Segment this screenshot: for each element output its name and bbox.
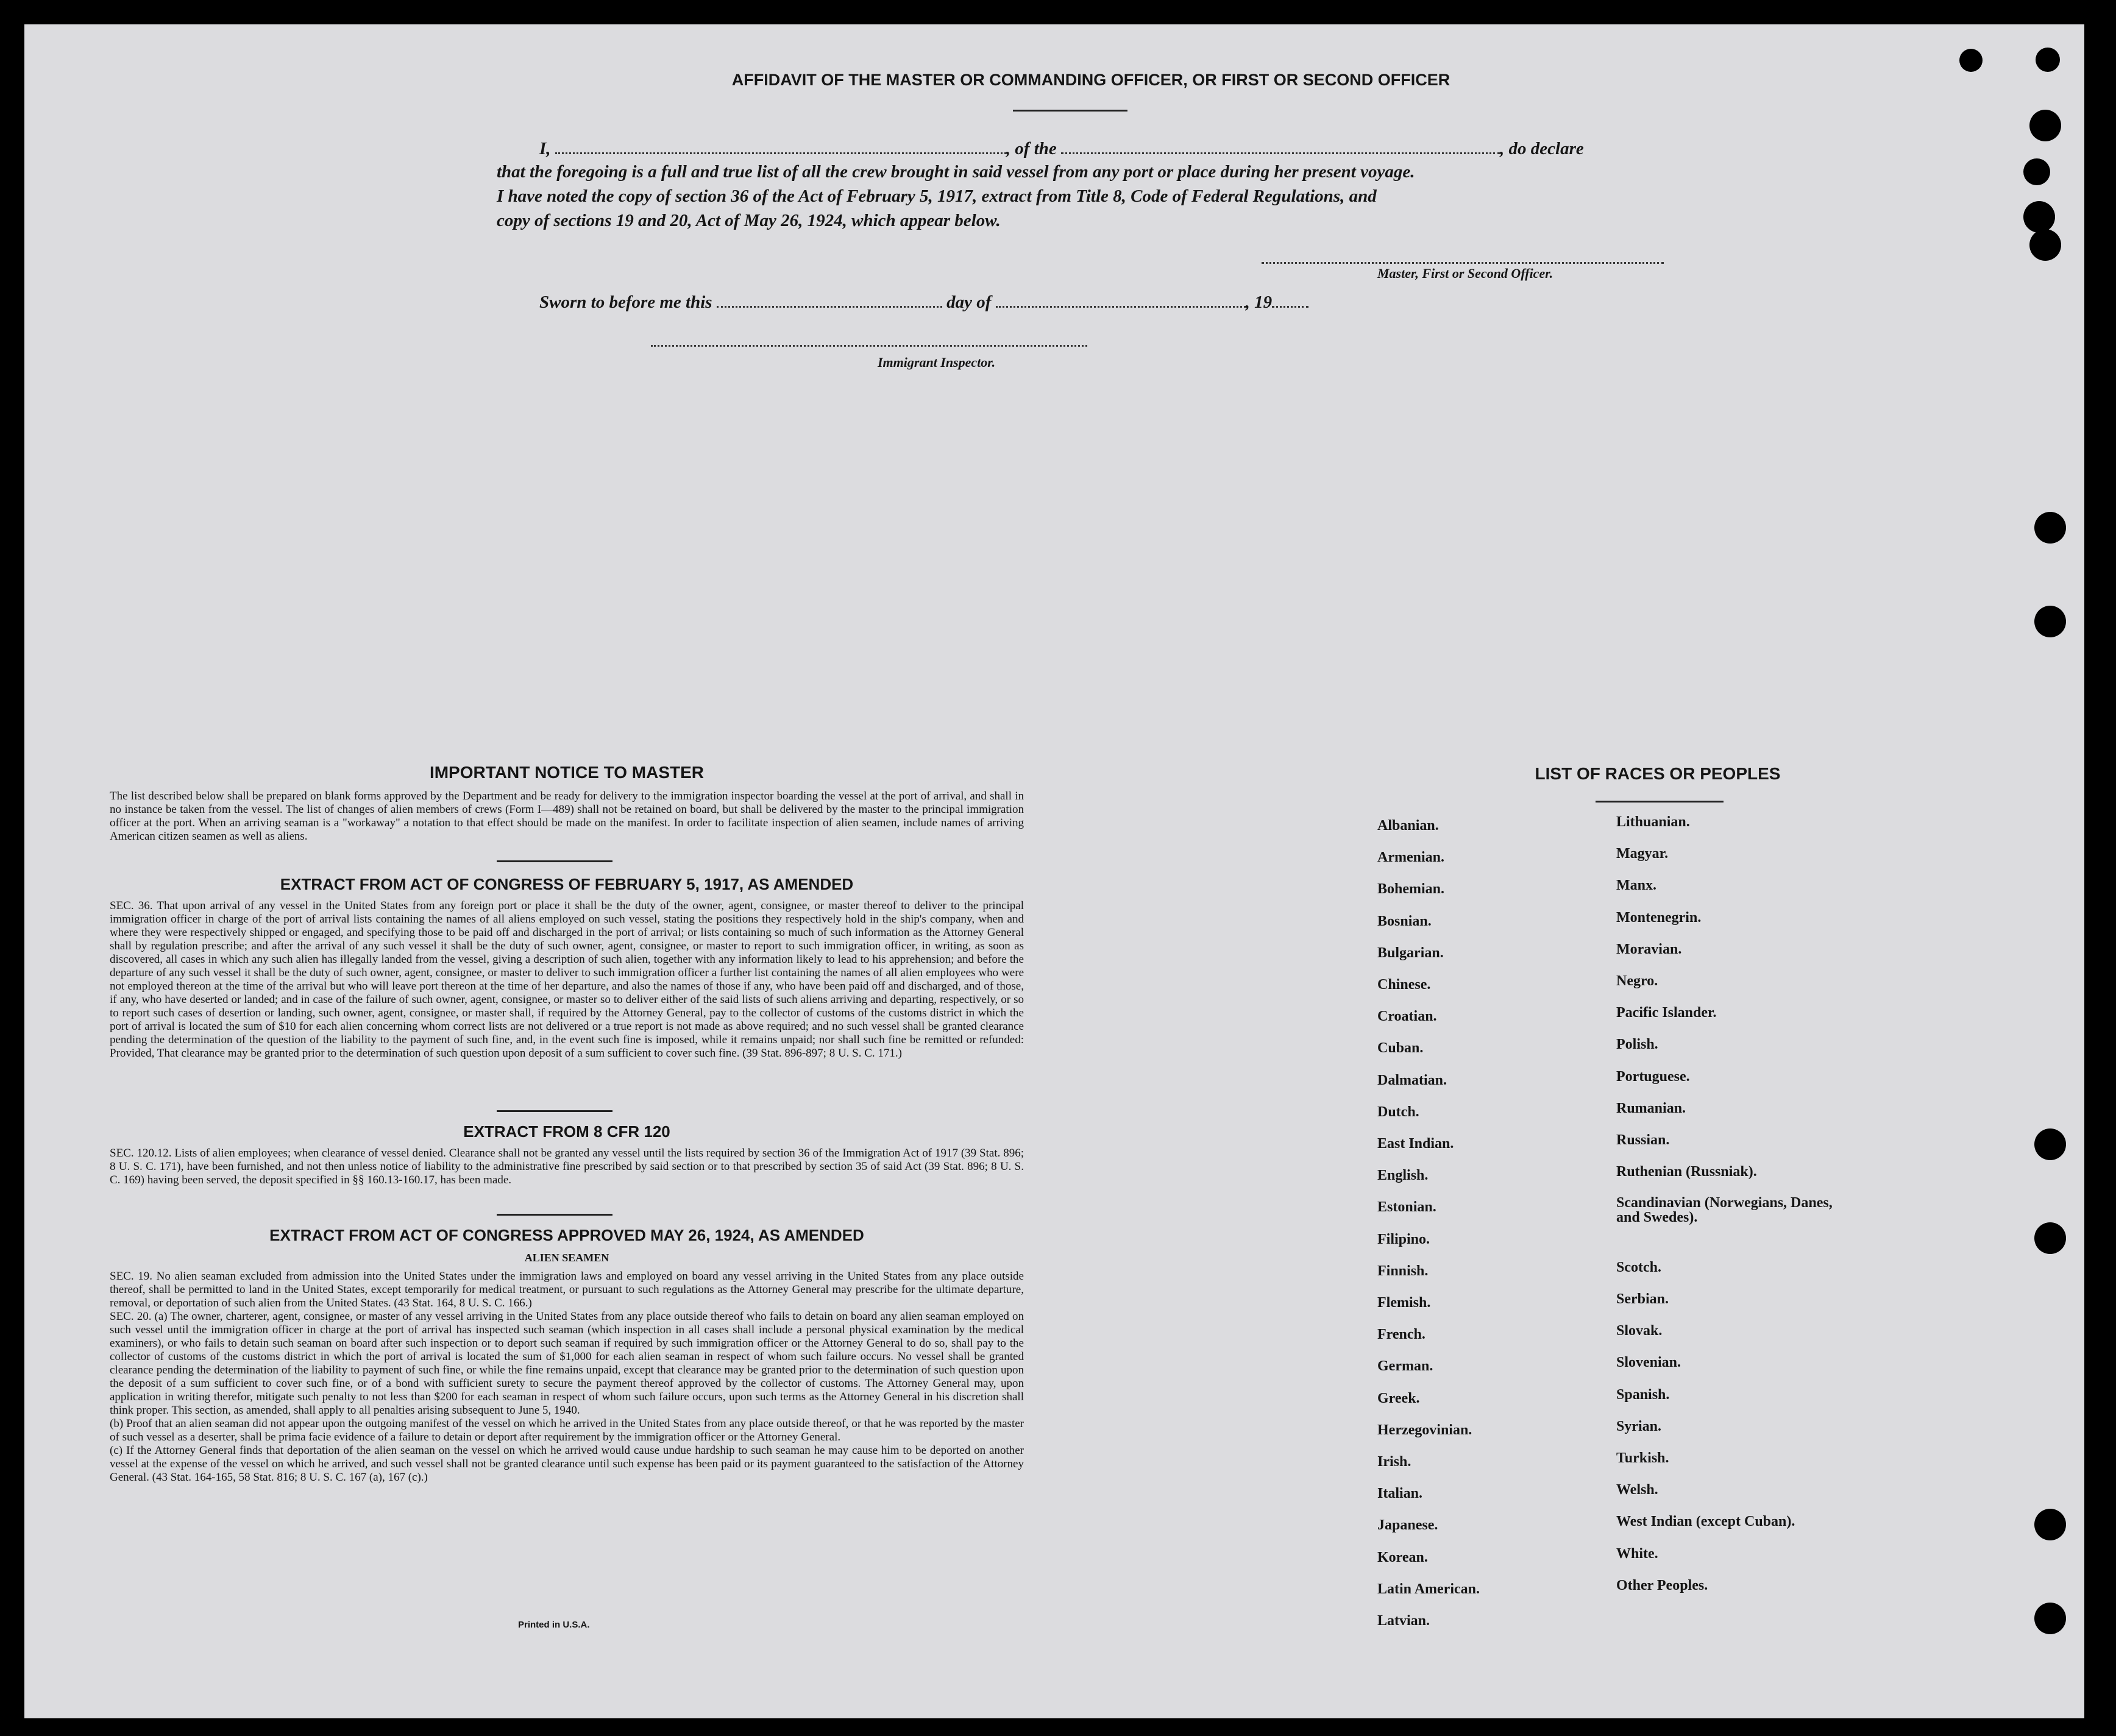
race-item: Latvian. [1377,1613,1430,1629]
race-item: Korean. [1377,1549,1428,1565]
punch-hole [2029,110,2061,141]
race-item: Herzegovinian. [1377,1422,1472,1438]
race-item: Chinese. [1377,977,1431,993]
race-item: Moravian. [1616,941,1682,957]
race-item: Other Peoples. [1616,1577,1708,1593]
extract-1917-title: EXTRACT FROM ACT OF CONGRESS OF FEBRUARY 5, 1917, AS AMENDED [280,875,854,893]
race-item: Flemish. [1377,1295,1431,1311]
affidavit-title: AFFIDAVIT OF THE MASTER OR COMMANDING OFFICER, OR FIRST OR SECOND OFFICER [731,71,1450,89]
form-page [24,24,2084,1718]
race-item: White. [1616,1545,1658,1562]
race-item: Scotch. [1616,1259,1661,1275]
punch-hole [2023,158,2050,185]
section-rule [497,860,612,862]
race-item: Spanish. [1616,1386,1670,1403]
extract-1924-title: EXTRACT FROM ACT OF CONGRESS APPROVED MAY 26, 1924, AS AMENDED [269,1226,864,1244]
race-item: Slovak. [1616,1323,1663,1339]
declarant-name-field[interactable] [555,138,1006,154]
notice-body: The list described below shall be prepared on blank forms approved by the Department and be ready for delivery to the immigration inspector boarding the vessel at the port of arrival, and shall in no instance be taken from the vessel. The list of changes of alien members of crews (Form I—489) shall not be retained on board, but shall be delivered by the master to the principal immigration officer at the port. When an arriving seaman is a "workaway" a notation to that effect should be made on the manifest. In order to facilitate inspection of alien seamen, include names of arriving American citizen seamen as well as aliens. [110,790,1024,843]
affidavit-line1 [539,138,1679,159]
punch-hole [2034,1128,2066,1160]
races-rule [1596,801,1724,802]
race-item: Dalmatian. [1377,1072,1447,1088]
race-item: Filipino. [1377,1231,1430,1247]
race-item: Negro. [1616,973,1658,989]
punch-hole [2034,1222,2066,1254]
punch-hole [2029,229,2061,261]
race-item: Finnish. [1377,1263,1429,1279]
punch-hole [2034,512,2066,544]
inspector-caption: Immigrant Inspector. [878,355,996,370]
section-rule [497,1110,612,1112]
sec20b-text: (b) Proof that an alien seaman did not appear upon the outgoing manifest of the vessel on which he arrived in the United States from any place outside thereof, or that he was reported by the master of such vessel as a deserter, shall be prima facie evidence of a failure to detain or deport after requirement by the immigration officer or the Attorney General. [110,1417,1024,1444]
sec19-text: SEC. 19. No alien seaman excluded from admission into the United States under the immigration laws and employed on board any vessel arriving in the United States from any place outside thereof, shall be permitted to land in the United States, except temporarily for medical treatment, or pursuant to such regulations as the Attorney General may prescribe for the ultimate departure, removal, or deportation of such alien from the United States. (43 Stat. 164, 8 U. S. C. 166.) [110,1270,1024,1309]
punch-hole [2034,1603,2066,1634]
race-item: Armenian. [1377,849,1444,866]
race-item: Italian. [1377,1486,1423,1502]
race-item: Welsh. [1616,1482,1658,1498]
sworn-year-field[interactable] [1272,291,1308,308]
race-item: Polish. [1616,1036,1658,1053]
race-item: Portuguese. [1616,1068,1690,1085]
sworn-dayof-label: day of [946,292,992,312]
race-item: Scandinavian (Norwegians, Danes, and Swedes). [1616,1195,1833,1226]
affidavit-declare-label: , do declare [1500,139,1584,158]
punch-hole [2034,606,2066,637]
race-item: Cuban. [1377,1040,1424,1057]
race-item: English. [1377,1167,1429,1184]
vessel-name-field[interactable] [1061,138,1500,154]
punch-hole [2036,48,2060,72]
affidavit-line4: copy of sections 19 and 20, Act of May 26, 1924, which appear below. [497,211,1001,230]
race-item: German. [1377,1358,1433,1375]
affidavit-i-label: I, [539,139,551,158]
race-item: Albanian. [1377,818,1439,834]
punch-hole [2023,201,2055,233]
race-item: Pacific Islander. [1616,1005,1717,1021]
extract-1917-body: SEC. 36. That upon arrival of any vessel in the United States from any foreign port or place it shall be the duty of the owner, agent, consignee, or master thereof to deliver to the principal immigration officer in charge of the port of arrival lists containing the names of all aliens employed on such vessel, stating the positions they respectively hold in the ship's company, when and where they were respectively shipped or engaged, and specifying those to be paid off and discharged in the port of arrival; or lists containing so much of such information as the Attorney General shall by regulation prescribe; and after the arrival of any such vessel it shall be the duty of such owner, agent, consignee, or master to report to such immigration officer, in writing, as soon as discovered, all cases in which any such alien has illegally landed from the vessel, giving a description of such alien, together with any information likely to lead to his apprehension; and before the departure of any such vessel it shall be the duty of such owner, agent, consignee, or master to deliver to such immigration officer a further list containing the names of all alien employees who were not employed thereon at the time of the arrival but who will leave port thereon at the time of her departure, and also the names of those if any, who have been paid off and discharged, and of those, if any, who have deserted or landed; and in case of the failure of such owner, agent, consignee, or master so to deliver either of the said lists of such aliens arriving and departing, respectively, or so to report such cases of desertion or landing, such owner, agent, consignee, or master shall, if required by the Attorney General, pay to the collector of customs of the customs district in which the port of arrival is located the sum of $10 for each alien concerning whom correct lists are not delivered or a true report is not made as above required; and no such vessel shall be granted clearance pending the determination of the question of the liability to the payment of such fine, and, in the event such fine is imposed, while it remains unpaid; nor shall such fine be remitted or refunded: Provided, That clearance may be granted prior to the determination of such question upon deposit of a sum sufficient to cover such fine. (39 Stat. 896-897; 8 U. S. C. 171.) [110,899,1024,1060]
race-item: Croatian. [1377,1008,1437,1025]
sworn-label: Sworn to before me this [539,292,712,312]
notice-title: IMPORTANT NOTICE TO MASTER [429,763,705,782]
race-item: French. [1377,1327,1425,1343]
section-rule [497,1214,612,1216]
extract-1924-body [110,1270,1024,1484]
extract-1924-subtitle: ALIEN SEAMEN [524,1252,609,1264]
races-title: LIST OF RACES OR PEOPLES [1535,764,1781,783]
affidavit-rule [1013,110,1127,112]
sec20c-text: (c) If the Attorney General finds that deportation of the alien seaman on the vessel on which he arrived would cause undue hardship to such seaman he may cause him to be deported on another vessel at the expense of the vessel on which he arrived, and such vessel shall not be granted clearance until such expense has been paid or its payment guaranteed to the satisfaction of the Attorney General. (43 Stat. 164-165, 58 Stat. 816; 8 U. S. C. 167 (a), 167 (c).) [110,1444,1024,1484]
affidavit-line3: I have noted the copy of section 36 of the Act of February 5, 1917, extract from Title 8, Code of Federal Regulations, and [497,186,1377,206]
affidavit-of-label: , of the [1006,139,1057,158]
race-item: Greek. [1377,1390,1420,1406]
punch-hole [2034,1509,2066,1540]
sworn-year-label: , 19 [1245,292,1273,312]
cfr-body: SEC. 120.12. Lists of alien employees; when clearance of vessel denied. Clearance shall not be granted any vessel until the lists required by section 36 of the Immigration Act of 1917 (39 Stat. 896; 8 U. S. C. 171), have been furnished, and not then unless notice of liability to the administrative fine prescribed by said section or to that prescribed by section 35 of said Act (39 Stat. 896; 8 U. S. C. 169) having been served, the deposit specified in §§ 160.13-160.17, has been made. [110,1147,1024,1186]
race-item: East Indian. [1377,1136,1454,1152]
race-item: Turkish. [1616,1450,1669,1466]
race-item: Bohemian. [1377,881,1445,898]
race-item: Bosnian. [1377,913,1432,929]
race-item: West Indian (except Cuban). [1616,1514,1795,1530]
race-item: Dutch. [1377,1104,1419,1120]
master-signature-line[interactable] [1262,262,1664,264]
inspector-signature-line[interactable] [651,345,1087,347]
race-item: Slovenian. [1616,1355,1681,1371]
race-item: Montenegrin. [1616,909,1702,926]
race-item: Manx. [1616,877,1656,894]
race-item: Bulgarian. [1377,944,1444,961]
race-item: Russian. [1616,1132,1670,1148]
race-item: Serbian. [1616,1291,1669,1307]
sworn-month-field[interactable] [996,291,1246,308]
race-item: Magyar. [1616,846,1669,862]
printed-note: Printed in U.S.A. [518,1620,590,1630]
race-item: Irish. [1377,1454,1411,1470]
race-item: Lithuanian. [1616,814,1690,830]
race-item: Syrian. [1616,1418,1662,1434]
punch-hole [1959,49,1983,72]
affidavit-line2: that the foregoing is a full and true list of all the crew brought in said vessel from any port or place during her present voyage. [497,162,1415,182]
master-caption: Master, First or Second Officer. [1377,266,1553,281]
race-item: Japanese. [1377,1517,1438,1534]
race-item: Estonian. [1377,1199,1436,1216]
race-item: Rumanian. [1616,1100,1686,1116]
race-item: Latin American. [1377,1581,1480,1597]
sworn-day-field[interactable] [717,291,942,308]
race-item: Ruthenian (Russniak). [1616,1164,1757,1180]
cfr-title: EXTRACT FROM 8 CFR 120 [463,1122,670,1141]
sworn-line [539,291,1308,313]
sec20a-text: SEC. 20. (a) The owner, charterer, agent, consignee, or master of any vessel arriving in the United States from any place outside thereof who fails to detain on board any alien seaman employed on such vessel until the immigration officer in charge at the port of arrival has inspected such seaman (which inspection in all cases shall include a personal physical examination by the medical examiners), or who fails to detain such seaman on board after such inspection or to deport such seaman if required by such immigration officer or the Attorney General to do so, shall pay to the collector of customs of the customs district in which the port of arrival is located the sum of $1,000 for each alien seaman in respect of whom such failure occurs. No vessel shall be granted clearance pending the determination of the liability to payment of such fine, or while the fine remains unpaid, except that clearance may be granted prior to the determination of such question upon the deposit of a sum sufficient to cover such fine, or of a bond with sufficient surety to secure the payment thereof approved by the collector of customs. The Attorney General may, upon application in writing therefor, mitigate such penalty to not less than $200 for each seaman in respect of whom such failure occurs, upon such terms as the Attorney General in his discretion shall think proper. This section, as amended, shall apply to all penalties arising subsequent to June 5, 1940. [110,1310,1024,1417]
